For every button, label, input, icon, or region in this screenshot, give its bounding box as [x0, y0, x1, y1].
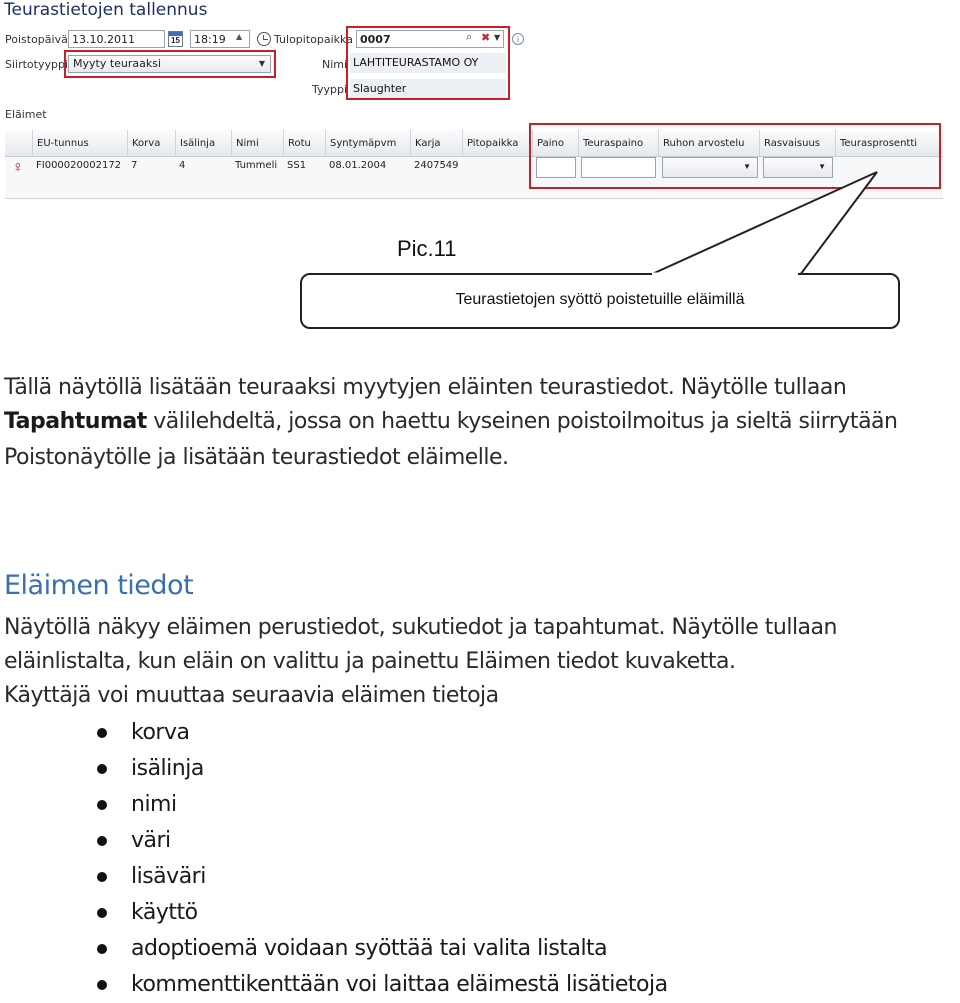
column-header[interactable]: Teurasprosentti [835, 130, 943, 156]
column-header[interactable]: Nimi [231, 130, 283, 156]
tulopitopaikka-label: Tulopitopaikka [274, 33, 353, 46]
callout-text: Teurastietojen syöttö poistetuille eläimillä [455, 291, 745, 308]
intro-line-2 [4, 405, 897, 439]
list-item-text: adoptioemä voidaan syöttää tai valita listalta [131, 936, 608, 961]
list-item-text: väri [131, 828, 171, 853]
column-header[interactable]: Ruhon arvostelu [658, 130, 759, 156]
list-item-text: isälinja [131, 756, 204, 781]
calendar-icon[interactable]: 15 [168, 31, 183, 47]
column-header[interactable]: Pitopaikka [462, 130, 532, 156]
list-item-text: kommenttikenttään voi laittaa eläimestä lisätietoja [131, 972, 668, 997]
search-icon[interactable]: ⌕ [466, 30, 473, 43]
intro-line-1: Tällä näytöllä lisätään teuraaksi myytyjen eläinten teurastiedot. Näytölle tullaan [4, 375, 847, 400]
column-header[interactable]: Rasvaisuus [759, 130, 835, 156]
window-title: Teurastietojen tallennus [4, 0, 208, 20]
info-icon[interactable]: i [512, 33, 524, 45]
bullet-icon [97, 764, 107, 774]
column-header[interactable]: Isälinja [175, 130, 231, 156]
time-input[interactable]: 18:19 [190, 30, 250, 48]
list-item [0, 823, 668, 859]
tyyppi-label: Tyyppi [312, 83, 348, 96]
chevron-down-icon: ▼ [258, 59, 265, 68]
intro-line-2-rest: välilehdeltä, jossa on haettu kyseinen poistoilmoitus ja sieltä siirrytään [146, 409, 898, 434]
cell-nimi: Tummeli [235, 160, 278, 171]
siirtotyyppi-label: Siirtotyyppi [5, 58, 69, 71]
column-header[interactable]: Syntymäpvm [325, 130, 410, 156]
poistopaiva-input[interactable]: 13.10.2011 [68, 30, 165, 48]
poistopaiva-label: Poistopäivä [5, 33, 68, 46]
list-item [0, 859, 668, 895]
cell-rotu: SS1 [287, 160, 307, 171]
list-item [0, 715, 668, 751]
column-header[interactable]: Teuraspaino [578, 130, 658, 156]
chevron-down-icon: ▼ [818, 162, 826, 171]
bullet-icon [97, 908, 107, 918]
section-line-3: Käyttäjä voi muuttaa seuraavia eläimen tietoja [4, 683, 499, 708]
list-item [0, 931, 668, 967]
time-spinner-icon[interactable]: ▲ [236, 32, 243, 41]
section-heading: Eläimen tiedot [4, 570, 194, 601]
list-item [0, 787, 668, 823]
list-item-text: käyttö [131, 900, 198, 925]
intro-line-3: Poistonäytölle ja lisätään teurastiedot eläimelle. [4, 445, 509, 470]
editable-fields-list [0, 715, 668, 1003]
nimi-value: LAHTITEURASTAMO OY [350, 53, 506, 73]
list-item-text: korva [131, 720, 190, 745]
column-header[interactable]: EU-tunnus [32, 130, 127, 156]
nimi-label: Nimi [322, 58, 348, 71]
tyyppi-value: Slaughter [350, 79, 506, 99]
callout-box [300, 273, 900, 329]
female-icon: ♀ [12, 159, 24, 176]
clear-icon[interactable]: ✖ [481, 31, 491, 44]
cell-korva: 7 [131, 160, 138, 171]
tapahtumat-bold: Tapahtumat [4, 409, 147, 434]
column-header[interactable]: Karja [410, 130, 462, 156]
elaimet-label: Eläimet [5, 108, 47, 121]
column-header[interactable]: Paino [532, 130, 578, 156]
tulopitopaikka-input[interactable]: 0007 [356, 30, 504, 48]
list-item-text: lisäväri [131, 864, 206, 889]
section-line-1: Näytöllä näkyy eläimen perustiedot, sukutiedot ja tapahtumat. Näytölle tullaan [4, 615, 837, 640]
siirtotyyppi-value: Myyty teuraaksi [73, 57, 162, 70]
bullet-icon [97, 800, 107, 810]
column-header[interactable]: Rotu [283, 130, 325, 156]
bullet-icon [97, 944, 107, 954]
cell-eu-tunnus: FI000020002172 [36, 160, 122, 171]
list-item [0, 751, 668, 787]
list-item [0, 895, 668, 931]
bullet-icon [97, 872, 107, 882]
bullet-icon [97, 836, 107, 846]
section-line-2: eläinlistalta, kun eläin on valittu ja painettu Eläimen tiedot kuvaketta. [4, 649, 736, 674]
picture-label: Pic.11 [397, 236, 457, 261]
bullet-icon [97, 980, 107, 990]
column-header[interactable]: Korva [127, 130, 175, 156]
bullet-icon [97, 728, 107, 738]
list-item-text: nimi [131, 792, 177, 817]
chevron-down-icon[interactable]: ▼ [494, 33, 501, 42]
list-item [0, 967, 668, 1003]
cell-karja: 2407549 [414, 160, 459, 171]
chevron-down-icon: ▼ [743, 162, 751, 171]
cell-isalinja: 4 [179, 160, 186, 171]
cell-syntymapvm: 08.01.2004 [329, 160, 387, 171]
